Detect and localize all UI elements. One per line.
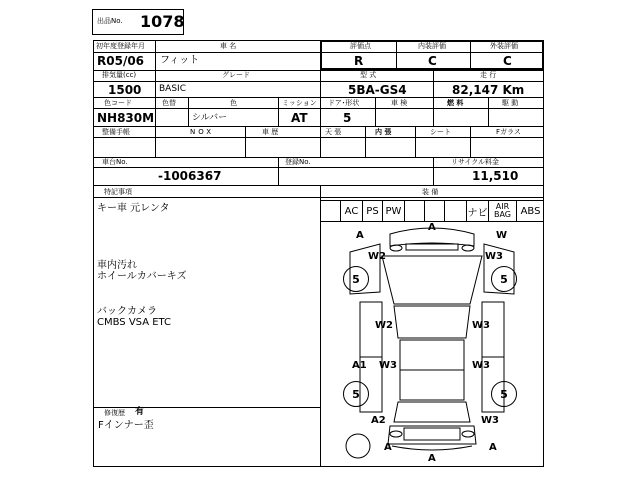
value-model: 5BA-GS4 — [348, 83, 407, 97]
value-interior-grade: C — [428, 54, 437, 68]
label-fuel: 燃 料 — [447, 99, 464, 107]
lot-label: 出品No. — [97, 17, 123, 25]
equipment-cell — [444, 200, 466, 222]
damage-mark-rear-right: A — [489, 442, 497, 453]
repair-note: Fインナー歪 — [98, 420, 154, 431]
label-car-history: 車 歴 — [262, 128, 279, 136]
notes-line — [97, 225, 317, 236]
label-maintenance-book: 整備手帳 — [102, 128, 130, 136]
equipment-cell — [404, 200, 424, 222]
value-mileage: 82,147 Km — [452, 83, 525, 97]
damage-mark-front-right: W — [496, 230, 508, 241]
label-color-code: 色コード — [104, 99, 132, 107]
label-first-registration: 初年度登録年月 — [96, 42, 145, 50]
label-drive: 駆 動 — [502, 99, 519, 107]
value-transmission: AT — [291, 111, 308, 125]
equipment-header: 装 備 — [422, 188, 439, 196]
tire-rear-left: 5 — [343, 381, 369, 407]
value-grade: BASIC — [159, 84, 186, 94]
value-car-name: フィット — [160, 55, 200, 66]
notes-line: キー車 元レンタ — [97, 203, 170, 214]
label-registration-number: 登録No. — [285, 158, 311, 166]
value-color-code: NH830M — [97, 111, 155, 125]
label-mileage: 走 行 — [480, 71, 497, 79]
label-interior-lining: 内 張 — [375, 128, 392, 136]
value-score: R — [354, 54, 364, 68]
equipment-cell: AC — [340, 200, 362, 222]
label-inspection: 車 検 — [391, 99, 408, 107]
damage-mark-right-door-front: W3 — [472, 320, 490, 331]
label-chassis-number: 車台No. — [102, 158, 128, 166]
tire-front-right: 5 — [491, 266, 517, 292]
label-score: 評価点 — [350, 42, 371, 50]
damage-mark-front-left: A — [356, 230, 364, 241]
equipment-cell: ABS — [516, 200, 544, 222]
notes-header: 特記事項 — [104, 188, 132, 196]
label-interior-grade: 内装評価 — [418, 42, 446, 50]
damage-mark-left-door-front: W2 — [375, 320, 393, 331]
notes-line: バックカメラ — [97, 306, 157, 317]
tire-rear-right: 5 — [491, 381, 517, 407]
label-displacement: 排気量(cc) — [102, 71, 137, 79]
value-first-registration: R05/06 — [97, 54, 145, 68]
notes-line — [97, 293, 317, 304]
equipment-cell: ナビ — [466, 200, 488, 222]
value-color: シルバー — [192, 113, 228, 123]
equipment-cell: AIR BAG — [488, 200, 516, 222]
label-color: 色 — [230, 99, 237, 107]
label-nox: NOX — [190, 128, 215, 136]
equipment-cell: PW — [382, 200, 404, 222]
label-seat: シート — [430, 128, 451, 136]
damage-mark-right-door-rear: W3 — [472, 360, 490, 371]
notes-line: 車内汚れ — [97, 260, 137, 271]
damage-mark-fl-fender: W2 — [368, 251, 386, 262]
notes-line — [97, 214, 317, 225]
damage-mark-rear-bottom: A — [428, 453, 436, 464]
damage-mark-left-rear-quarter: A1 — [352, 360, 367, 371]
damage-mark-left-door-rear: W3 — [379, 360, 397, 371]
label-model: 型 式 — [360, 71, 377, 79]
value-exterior-grade: C — [503, 54, 512, 68]
damage-mark-left-bottom: A2 — [371, 415, 386, 426]
lot-number: 1078 — [140, 12, 185, 31]
value-displacement: 1500 — [108, 83, 142, 97]
value-chassis-number: -1006367 — [158, 169, 222, 183]
label-roof-lining: 天 張 — [325, 128, 342, 136]
notes-line — [97, 282, 317, 293]
car-body-diagram — [320, 222, 544, 467]
notes-list — [97, 203, 317, 328]
label-front-glass: Fガラス — [496, 128, 521, 136]
damage-mark-front-top: A — [428, 222, 436, 233]
label-car-name: 車 名 — [220, 42, 237, 50]
equipment-cell — [424, 200, 444, 222]
value-recycle-fee: 11,510 — [472, 169, 519, 183]
notes-line — [97, 247, 317, 258]
label-transmission: ミッション — [282, 99, 317, 107]
tire-front-left: 5 — [343, 266, 369, 292]
label-grade: グレード — [222, 71, 250, 79]
repair-history-value: 有 — [135, 407, 145, 417]
equipment-cell: PS — [362, 200, 382, 222]
value-doors: 5 — [343, 111, 352, 125]
repair-history-label: 修復歴 — [104, 409, 125, 417]
label-color-change: 色替 — [162, 99, 176, 107]
equipment-cell — [320, 200, 340, 222]
notes-line: CMBS VSA ETC — [97, 317, 172, 328]
notes-line — [97, 236, 317, 247]
label-doors: ドア･形状 — [328, 99, 360, 107]
label-recycle-fee: リサイクル料金 — [451, 158, 500, 166]
label-exterior-grade: 外装評価 — [490, 42, 518, 50]
damage-mark-rear-left: A — [384, 442, 392, 453]
damage-mark-fr-fender: W3 — [485, 251, 503, 262]
notes-line: ホイールカバーキズ — [97, 271, 187, 282]
damage-mark-right-bottom: W3 — [481, 415, 499, 426]
